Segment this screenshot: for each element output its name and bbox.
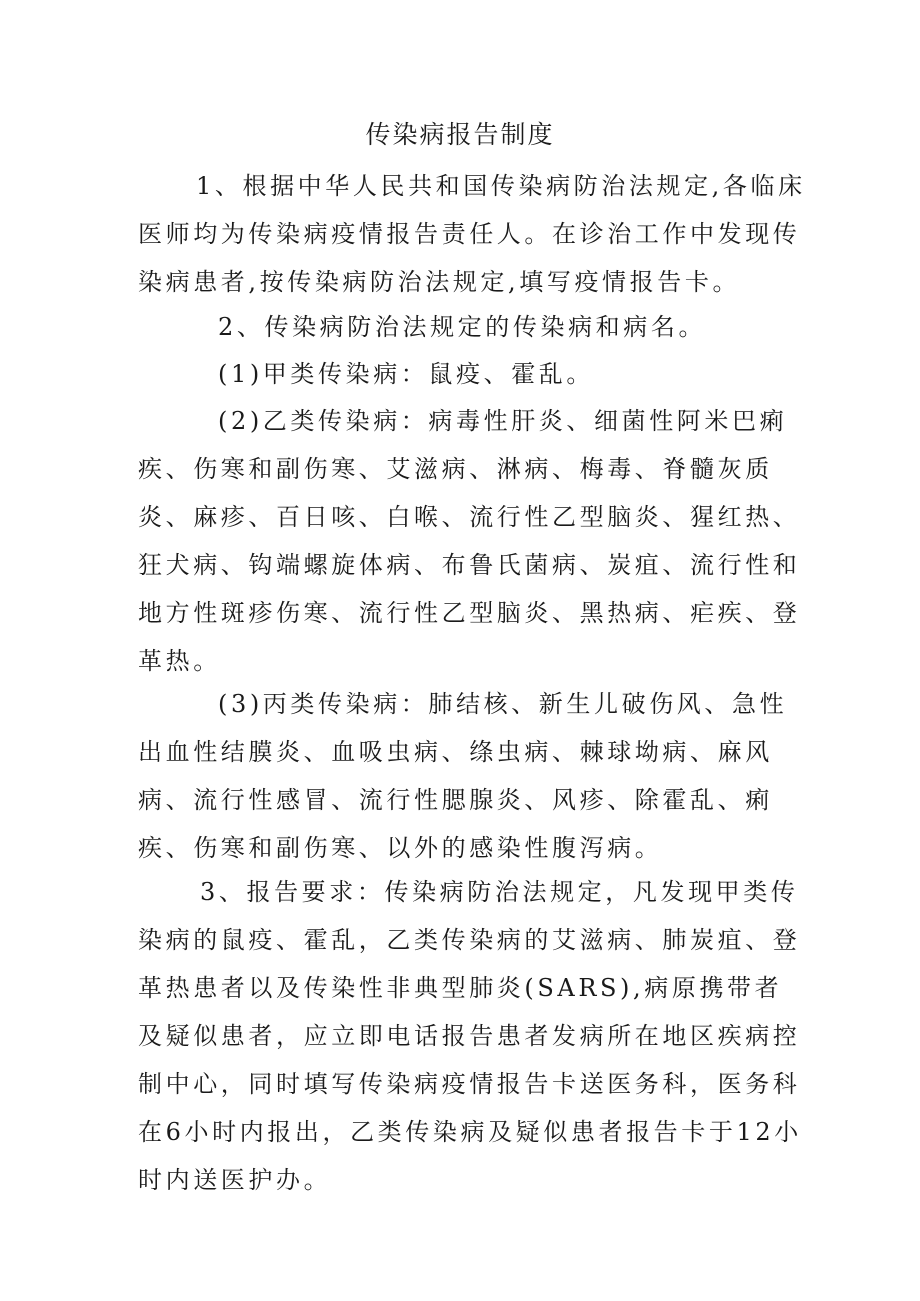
paragraph-class-c-diseases: (3)丙类传染病：肺结核、新生儿破伤风、急性出血性结膜炎、血吸虫病、绦虫病、棘球坳病、麻风病、流行性感冒、流行性腮腺炎、风疹、除霍乱、痢疾、伤寒和副伤寒、以外的感染性腹泻病。 [138, 690, 788, 862]
paragraph-class-b-diseases: (2)乙类传染病：病毒性肝炎、细菌性阿米巴痢疾、伤寒和副伤寒、艾滋病、淋病、梅毒、脊髓灰质炎、麻疹、百日咳、白喉、流行性乙型脑炎、猩红热、狂犬病、钩端螺旋体病、布鲁氏菌病、炭疽、流行性和地方性斑疹伤寒、流行性乙型脑炎、黑热病、疟疾、登革热。 [138, 407, 801, 675]
paragraph-reporting-requirements: 3、报告要求：传染病防治法规定，凡发现甲类传染病的鼠疫、霍乱，乙类传染病的艾滋病、肺炭疽、登革热患者以及传染性非典型肺炎(SARS),病原携带者及疑似患者，应立即电话报告患者发病所在地区疾病控制中心，同时填写传染病疫情报告卡送医务科，医务科在6小时内报出，乙类传染病及疑似患者报告卡于12小时内送医护办。 [138, 878, 802, 1194]
paragraph-reporting-responsibility: 1、根据中华人民共和国传染病防治法规定,各临床医师均为传染病疫情报告责任人。在诊治工作中发现传染病患者,按传染病防治法规定,填写疫情报告卡。 [138, 172, 806, 296]
paragraph-disease-names-heading: 2、传染病防治法规定的传染病和病名。 [218, 313, 707, 341]
document-title: 传染病报告制度 [365, 120, 555, 149]
paragraph-class-a-diseases: (1)甲类传染病：鼠疫、霍乱。 [218, 360, 594, 388]
